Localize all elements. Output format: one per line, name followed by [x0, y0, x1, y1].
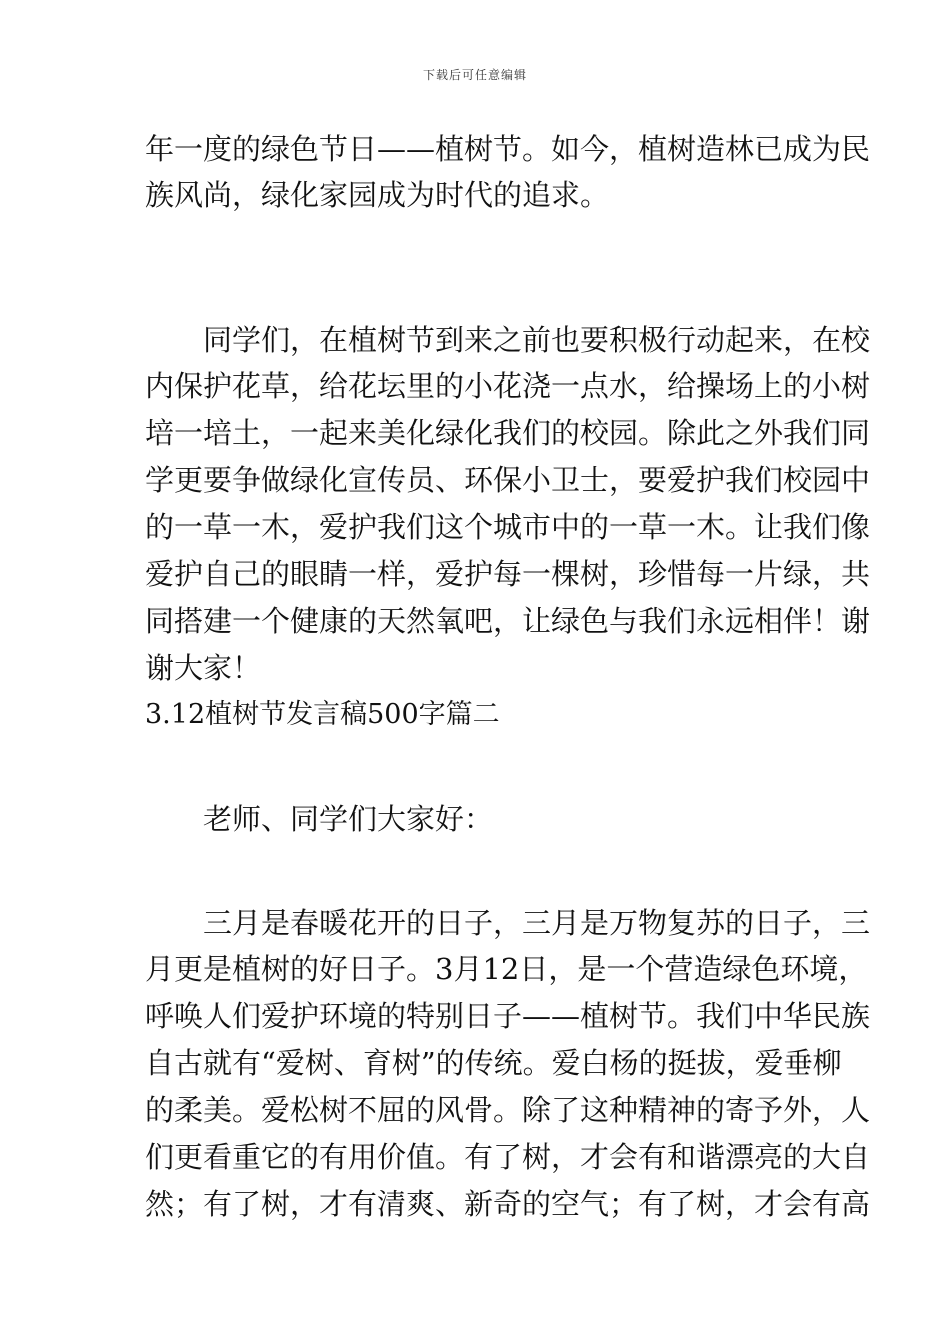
text-line: 爱护自己的眼睛一样，爱护每一棵树，珍惜每一片绿，共 — [145, 557, 871, 591]
text-line: 族风尚，绿化家园成为时代的追求。 — [145, 178, 610, 212]
text-line: 年一度的绿色节日——植树节。如今，植树造林已成为民 — [145, 132, 871, 166]
paragraph-gap — [145, 738, 810, 796]
document-body — [145, 126, 871, 1228]
greeting-line: 老师、同学们大家好： — [203, 802, 494, 836]
paragraph-3 — [145, 900, 871, 1228]
paragraph-2 — [145, 317, 871, 692]
text-line: 们更看重它的有用价值。有了树，才会有和谐漂亮的大自 — [145, 1140, 871, 1174]
paragraph-gap — [145, 218, 810, 317]
page-header-note: 下载后可任意编辑 — [422, 68, 527, 82]
text-line: 内保护花草，给花坛里的小花浇一点水，给操场上的小树 — [145, 369, 871, 403]
text-line: 呼唤人们爱护环境的特别日子——植树节。我们中华民族 — [145, 999, 871, 1033]
text-line: 的一草一木，爱护我们这个城市中的一草一木。让我们像 — [145, 510, 871, 544]
text-line: 月更是植树的好日子。3月12日，是一个营造绿色环境， — [145, 952, 868, 986]
text-line: 然；有了树，才有清爽、新奇的空气；有了树，才会有高 — [145, 1187, 871, 1221]
paragraph-gap — [145, 842, 810, 900]
text-line: 同搭建一个健康的天然氧吧，让绿色与我们永远相伴！谢 — [145, 604, 871, 638]
text-line: 自古就有“爱树、育树”的传统。爱白杨的挺拔，爱垂柳 — [145, 1046, 842, 1080]
text-line: 谢大家！ — [145, 651, 262, 685]
text-line: 学更要争做绿化宣传员、环保小卫士，要爱护我们校园中 — [145, 463, 871, 497]
section-heading: 3.12植树节发言稿500字篇二 — [145, 699, 500, 730]
text-line: 同学们，在植树节到来之前也要积极行动起来，在校 — [203, 323, 871, 357]
text-line: 的柔美。爱松树不屈的风骨。除了这种精神的寄予外，人 — [145, 1093, 871, 1127]
paragraph-1 — [145, 126, 871, 218]
text-line: 培一培土，一起来美化绿化我们的校园。除此之外我们同 — [145, 416, 871, 450]
text-line: 三月是春暖花开的日子，三月是万物复苏的日子，三 — [203, 906, 871, 940]
